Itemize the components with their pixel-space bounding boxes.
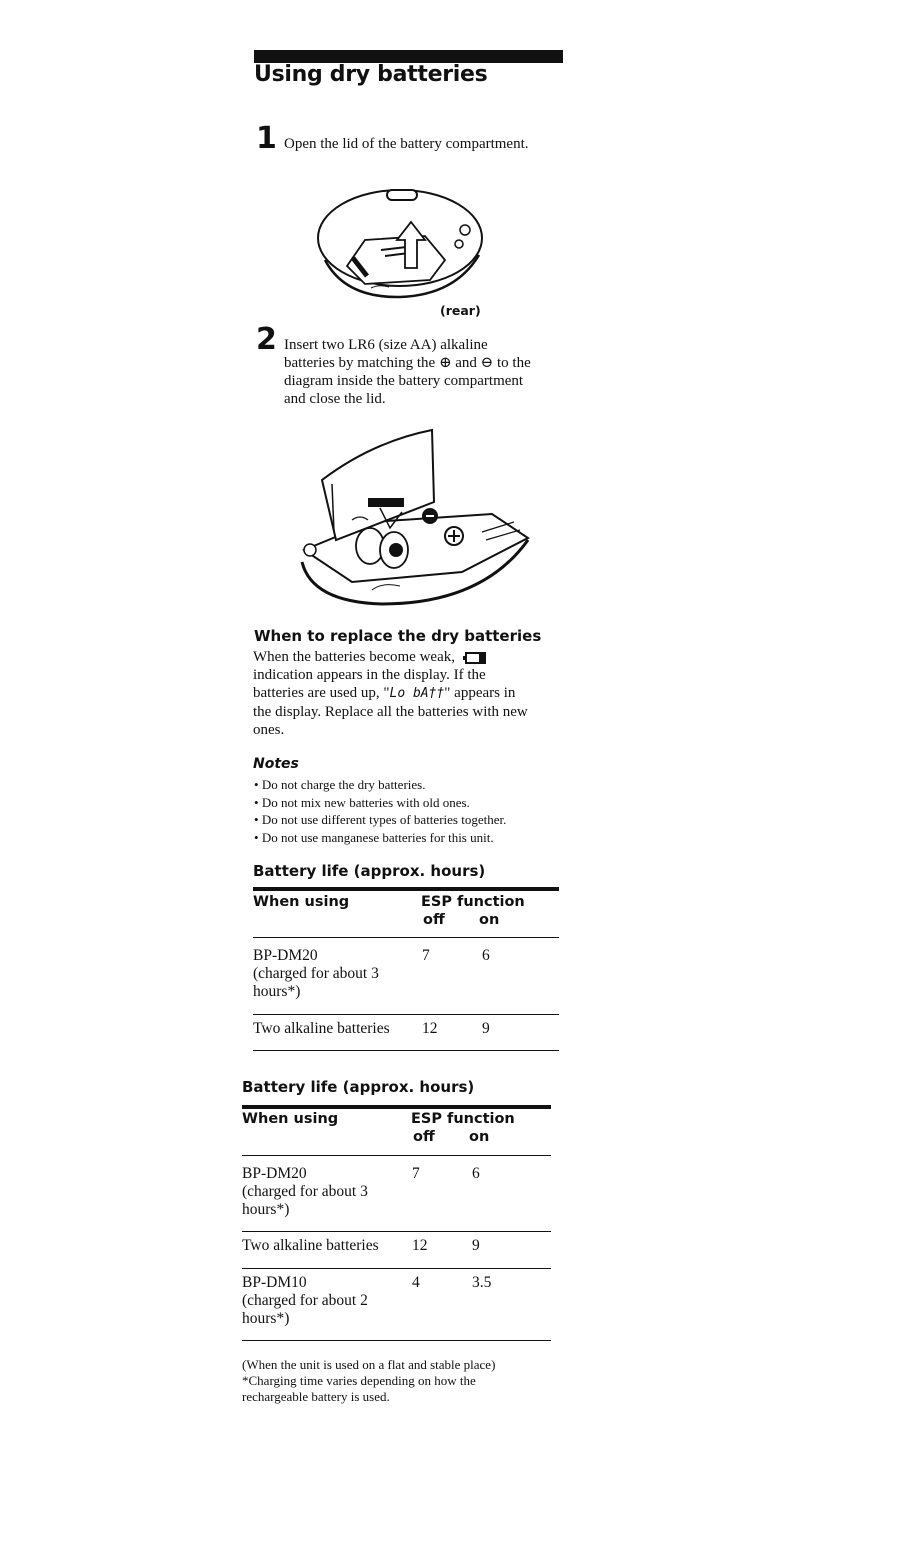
row-label-line: hours*)	[242, 1201, 290, 1218]
replace-line-1	[253, 648, 563, 666]
table-2-header-when: When using	[242, 1111, 339, 1127]
note-item: • Do not use manganese batteries for this unit.	[254, 829, 574, 847]
replace-line-3-pre: batteries are used up, "	[253, 685, 390, 701]
step-1-text: Open the lid of the battery compartment.	[284, 136, 529, 152]
table-2-header-esp: ESP function	[411, 1111, 515, 1127]
cell-off: 12	[422, 1020, 438, 1037]
step-2-line: Insert two LR6 (size AA) alkaline	[284, 337, 488, 353]
row-label-line: BP-DM20	[242, 1165, 307, 1182]
row-label-line: (charged for about 3	[253, 965, 379, 982]
table-2-header-on: on	[469, 1129, 490, 1145]
cell-on: 6	[482, 947, 490, 964]
cell-on: 9	[482, 1020, 490, 1037]
cell-on: 3.5	[472, 1274, 492, 1291]
table-2-row-rule	[242, 1231, 551, 1232]
table-1-row-rule	[253, 1014, 559, 1015]
note-item: • Do not mix new batteries with old ones.	[254, 794, 574, 812]
table-2-title: Battery life (approx. hours)	[242, 1078, 475, 1096]
table-1-top-rule	[253, 887, 559, 891]
replace-line-3	[253, 684, 563, 703]
player-rear-drawing	[305, 180, 495, 305]
step-2-number: 2	[256, 322, 277, 357]
table-1-bottom-rule	[253, 1050, 559, 1051]
battery-insertion-drawing	[292, 422, 532, 612]
replace-heading: When to replace the dry batteries	[254, 627, 542, 645]
footnote-line: *Charging time varies depending on how the	[242, 1373, 476, 1388]
notes-title: Notes	[253, 756, 299, 772]
cell-off: 7	[422, 947, 430, 964]
row-label-line: Two alkaline batteries	[242, 1237, 379, 1254]
rear-caption: (rear)	[440, 303, 481, 318]
footnote-line: rechargeable battery is used.	[242, 1389, 390, 1404]
lcd-low-battery-text: Lo bA††	[389, 686, 445, 701]
table-row	[242, 1274, 368, 1328]
cell-on: 9	[472, 1237, 480, 1254]
page-title: Using dry batteries	[254, 62, 488, 87]
table-2-header-rule	[242, 1155, 551, 1156]
row-label-line: (charged for about 3	[242, 1183, 368, 1200]
table-row	[253, 1020, 390, 1038]
row-label-line: BP-DM10	[242, 1274, 307, 1291]
cell-on: 6	[472, 1165, 480, 1182]
table-2-row-rule	[242, 1268, 551, 1269]
step-2-line: diagram inside the battery compartment	[284, 373, 524, 389]
notes-list	[254, 776, 574, 846]
footnotes	[242, 1357, 562, 1405]
table-2-top-rule	[242, 1105, 551, 1109]
table-1-header-off: off	[423, 912, 445, 928]
table-1-header-when: When using	[253, 894, 350, 910]
battery-compartment-illustration	[292, 422, 532, 612]
replace-text	[253, 648, 563, 739]
step-2-text	[284, 336, 584, 408]
table-row	[253, 947, 379, 1001]
replace-line-5: ones.	[253, 722, 285, 738]
table-row	[242, 1165, 368, 1219]
table-2-bottom-rule	[242, 1340, 551, 1341]
cell-off: 7	[412, 1165, 420, 1182]
step-2-line: batteries by matching the ⊕ and ⊖ to the	[284, 355, 531, 371]
table-1-header-esp: ESP function	[421, 894, 525, 910]
replace-line-4: the display. Replace all the batteries with new	[253, 704, 528, 720]
table-row	[242, 1237, 379, 1255]
note-item: • Do not use different types of batteries together.	[254, 811, 574, 829]
table-1-header-on: on	[479, 912, 500, 928]
footnote-line: (When the unit is used on a flat and stable place)	[242, 1357, 496, 1372]
note-item: • Do not charge the dry batteries.	[254, 776, 574, 794]
replace-line-1-text: When the batteries become weak,	[253, 649, 455, 665]
table-1-title: Battery life (approx. hours)	[253, 862, 486, 880]
cell-off: 4	[412, 1274, 420, 1291]
row-label-line: BP-DM20	[253, 947, 318, 964]
battery-weak-icon	[463, 652, 487, 664]
step-2-line: and close the lid.	[284, 391, 386, 407]
table-1-header-rule	[253, 937, 559, 938]
table-2-header-off: off	[413, 1129, 435, 1145]
row-label-line: hours*)	[242, 1310, 290, 1327]
replace-line-2: indication appears in the display. If the	[253, 667, 486, 683]
replace-line-3-post: " appears in	[444, 685, 516, 701]
step-1-number: 1	[256, 121, 277, 156]
row-label-line: Two alkaline batteries	[253, 1020, 390, 1037]
row-label-line: (charged for about 2	[242, 1292, 368, 1309]
row-label-line: hours*)	[253, 983, 301, 1000]
cell-off: 12	[412, 1237, 428, 1254]
rear-illustration	[305, 180, 495, 305]
